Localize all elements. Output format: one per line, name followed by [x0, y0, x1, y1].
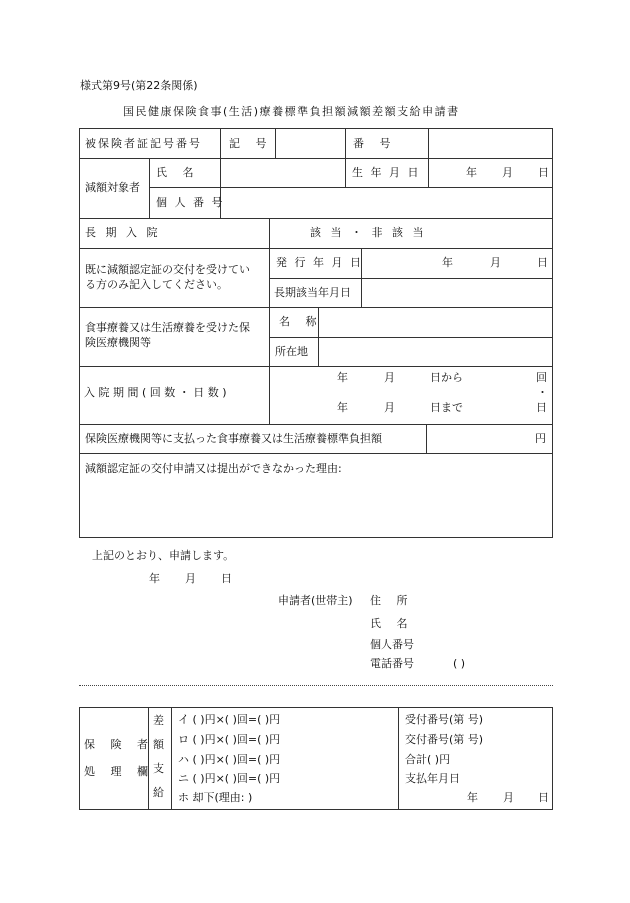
application-year: 年	[149, 572, 160, 585]
personal-number-label: 個 人 番 号	[156, 196, 225, 209]
payment-day: 日	[538, 791, 549, 804]
declaration-text: 上記のとおり、申請します。	[92, 549, 235, 562]
payment-year: 年	[467, 791, 478, 804]
institution-name-field[interactable]	[319, 308, 552, 336]
already-issued-note-line1: 既に減額認定証の交付を受けてい	[85, 263, 250, 276]
insurer-label-1: 保 険 者	[84, 738, 154, 751]
issue-year: 年	[442, 256, 453, 269]
issuance-number: 交付番号(第 号)	[405, 733, 484, 746]
applicant-phone-label: 電話番号	[370, 657, 414, 670]
issue-day: 日	[537, 256, 548, 269]
period-to-month: 月	[384, 401, 395, 414]
name-label: 氏 名	[156, 166, 200, 179]
calc-row-i: イ ( )円×( )回=( )円	[178, 713, 281, 726]
already-issued-note-line2: る方のみ記入してください。	[85, 278, 228, 291]
insured-number-label: 被保険者証記号番号	[85, 137, 202, 150]
kigo-field[interactable]	[276, 129, 344, 157]
applicant-address-label: 住 所	[370, 594, 414, 607]
application-day: 日	[221, 572, 232, 585]
period-from-day: 日から	[430, 371, 463, 384]
form-number: 様式第9号(第22条関係)	[80, 79, 198, 92]
long-stay-label: 長 期 入 院	[85, 226, 161, 239]
cut-line	[79, 685, 553, 686]
calc-row-ni: ニ ( )円×( )回=( )円	[178, 772, 281, 785]
period-from-month: 月	[384, 371, 395, 384]
bango-label: 番 号	[353, 137, 397, 150]
applicant-name-label: 氏 名	[370, 617, 414, 630]
calc-row-ho: ホ 却下(理由: )	[178, 791, 253, 804]
applicant-name-field[interactable]	[415, 613, 550, 633]
dob-year: 年	[466, 166, 477, 179]
diff-char-4: 給	[153, 786, 164, 799]
period-to-day: 日まで	[430, 401, 463, 414]
applicant-phone-paren[interactable]: ( )	[453, 657, 466, 670]
long-stay-status-choice[interactable]: 該 当 ・ 非 該 当	[310, 226, 427, 239]
paid-amount-yen: 円	[535, 432, 546, 445]
period-to-year: 年	[337, 401, 348, 414]
issue-date-field[interactable]	[362, 249, 552, 277]
applicant-address-field[interactable]	[415, 590, 550, 610]
long-stay-date-label: 長期該当年月日	[274, 286, 351, 299]
application-month: 月	[185, 572, 196, 585]
target-name-field[interactable]	[221, 159, 344, 186]
diff-char-3: 支	[153, 762, 164, 775]
institution-address-field[interactable]	[319, 338, 552, 365]
issue-date-label: 発 行 年 月 日	[276, 256, 363, 269]
dob-day: 日	[538, 166, 549, 179]
personal-number-field[interactable]	[221, 188, 552, 217]
institution-label-line1: 食事療養又は生活療養を受けた保	[85, 321, 250, 334]
reception-number: 受付番号(第 号)	[405, 713, 484, 726]
period-times: 回	[536, 371, 547, 384]
reason-label: 減額認定証の交付申請又は提出ができなかった理由:	[85, 462, 342, 475]
insurer-label-2: 処 理 欄	[84, 765, 154, 778]
applicant-label: 申請者(世帯主)	[278, 594, 353, 607]
bango-field[interactable]	[429, 129, 552, 157]
payment-month: 月	[503, 791, 514, 804]
period-separator: ・	[537, 386, 548, 399]
institution-label-line2: 険医療機関等	[85, 336, 151, 349]
payment-date-label: 支払年月日	[405, 772, 460, 785]
paid-amount-field[interactable]	[427, 425, 552, 452]
kigo-label: 記 号	[229, 137, 273, 150]
form-title: 国民健康保険食事(生活)療養標準負担額減額差額支給申請書	[123, 105, 460, 118]
admission-period-field[interactable]	[270, 367, 552, 423]
calc-row-ha: ハ ( )円×( )回=( )円	[178, 753, 281, 766]
long-stay-date-field[interactable]	[362, 279, 552, 306]
diff-char-1: 差	[153, 714, 164, 727]
total-amount: 合計( )円	[405, 753, 451, 766]
reason-field[interactable]	[80, 478, 552, 536]
period-from-year: 年	[337, 371, 348, 384]
calc-row-ro: ロ ( )円×( )回=( )円	[178, 733, 281, 746]
period-days: 日	[536, 401, 547, 414]
institution-name-label: 名 称	[279, 315, 323, 328]
dob-month: 月	[502, 166, 513, 179]
diff-char-2: 額	[153, 738, 164, 751]
dob-label: 生 年 月 日	[352, 166, 421, 179]
applicant-personal-number-field[interactable]	[425, 634, 550, 654]
issue-month: 月	[490, 256, 501, 269]
applicant-personal-number-label: 個人番号	[370, 638, 414, 651]
institution-address-label: 所在地	[275, 345, 308, 358]
paid-amount-label: 保険医療機関等に支払った食事療養又は生活療養標準負担額	[85, 432, 382, 445]
dob-field[interactable]	[429, 159, 552, 186]
admission-period-label: 入 院 期 間 ( 回 数 ・ 日 数 )	[84, 386, 227, 399]
target-person-label: 減額対象者	[85, 181, 140, 194]
